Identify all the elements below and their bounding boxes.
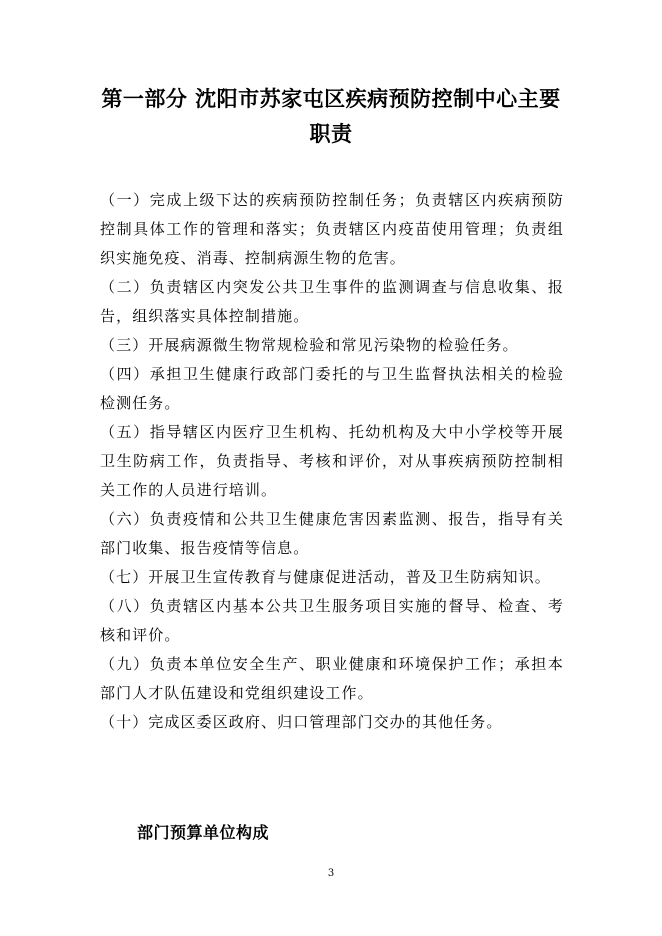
section-heading: 部门预算单位构成 (137, 823, 270, 842)
duty-item-1: （一）完成上级下达的疾病预防控制任务；负责辖区内疾病预防控制具体工作的管理和落实；负责辖区内疫苗使用管理；负责组织实施免疫、消毒、控制病源生物的危害。 (100, 191, 564, 267)
duty-item-6: （六）负责疫情和公共卫生健康危害因素监测、报告，指导有关部门收集、报告疫情等信息。 (100, 510, 564, 557)
page-title: 第一部分 沈阳市苏家屯区疾病预防控制中心主要职责 (101, 87, 561, 146)
duties-list (100, 186, 564, 737)
duty-item-2: （二）负责辖区内突发公共卫生事件的监测调查与信息收集、报告，组织落实具体控制措施。 (100, 278, 564, 325)
page-number: 3 (327, 868, 335, 879)
duty-item-4: （四）承担卫生健康行政部门委托的与卫生监督执法相关的检验检测任务。 (100, 365, 564, 412)
duty-item-3: （三）开展病源微生物常规检验和常见污染物的检验任务。 (100, 336, 519, 354)
duty-item-5: （五）指导辖区内医疗卫生机构、托幼机构及大中小学校等开展卫生防病工作，负责指导、考核和评价，对从事疾病预防控制相关工作的人员进行培训。 (100, 423, 564, 499)
duty-item-8: （八）负责辖区内基本公共卫生服务项目实施的督导、检查、考核和评价。 (100, 597, 564, 644)
duty-item-9: （九）负责本单位安全生产、职业健康和环境保护工作；承担本部门人才队伍建设和党组织建设工作。 (100, 655, 564, 702)
duty-item-10: （十）完成区委区政府、归口管理部门交办的其他任务。 (100, 713, 503, 731)
duty-item-7: （七）开展卫生宣传教育与健康促进活动，普及卫生防病知识。 (100, 568, 551, 586)
